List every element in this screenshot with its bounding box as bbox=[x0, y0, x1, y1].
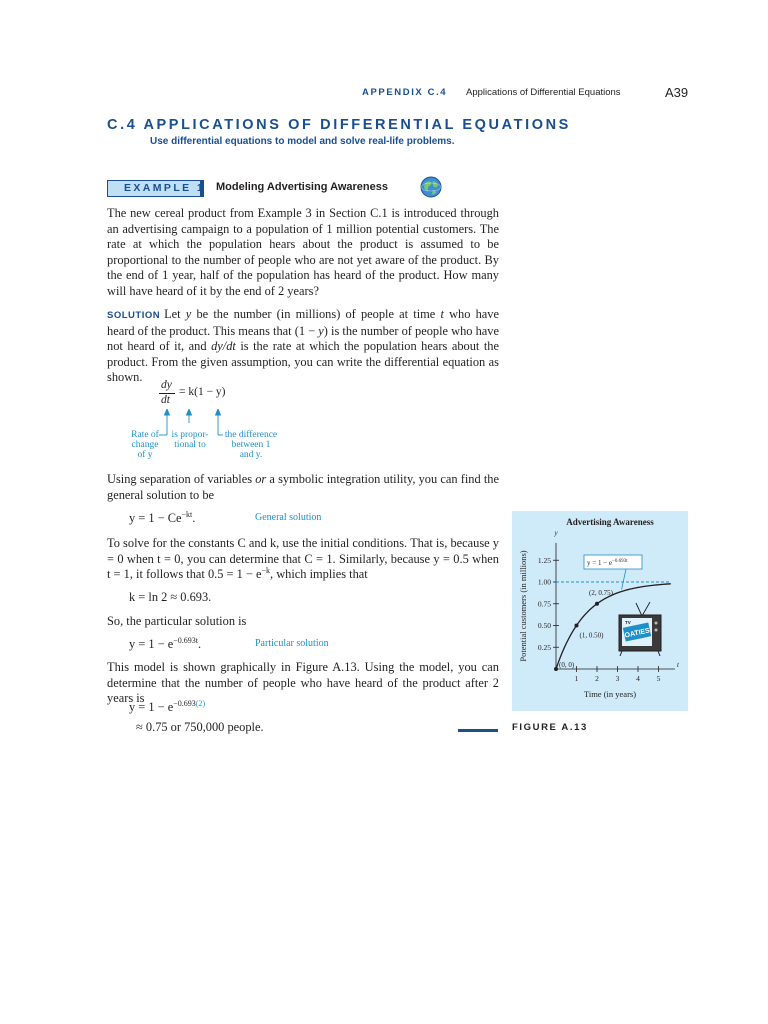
annotation-proportional: is propor- tional to bbox=[171, 430, 209, 450]
chart-title: Advertising Awareness bbox=[566, 517, 654, 527]
de-denominator: dt bbox=[161, 394, 170, 406]
tv-leg bbox=[620, 651, 622, 656]
figure-panel bbox=[512, 511, 688, 711]
example-title: Modeling Advertising Awareness bbox=[216, 181, 388, 193]
model-equation-1: $y = 1 - e^{-0.693(2)}$ bbox=[129, 699, 206, 714]
k-equation: k = ln 2 ≈ 0.693. bbox=[129, 590, 212, 604]
x-tick-label: 5 bbox=[656, 674, 661, 683]
problem-text: The new cereal product from Example 3 in Section C.1 is introduced through an advertising campaign to a population of 1 million potential customers. The rate at which the population hears about the product is assumed to be proportional to the number of people who are not yet aware of the product. By the end of 1 year, half of the population has heard of the product. How many will have heard of it by the end of 2 years? bbox=[107, 206, 499, 298]
particular-solution-equation: $y = 1 - e^{-0.693t}$. bbox=[129, 636, 202, 651]
point-label: (0, 0) bbox=[559, 661, 575, 669]
x-tick-label: 3 bbox=[615, 674, 620, 683]
running-title: Applications of Differential Equations bbox=[466, 87, 621, 98]
tv-brand: OATIES bbox=[624, 627, 651, 640]
tv-badge: TV bbox=[625, 620, 631, 625]
page-number: A39 bbox=[665, 85, 689, 100]
y-tick-label: 1.00 bbox=[537, 577, 551, 587]
running-head: APPENDIX C.4 bbox=[362, 87, 448, 98]
solution-paragraph: SOLUTION Let y be the number (in millions) of people at time t who have heard of the product. This means that (1 − y) is the number of people who have not heard of it, and dy/dt is the rate at which the population hears about the product. From the given assumption, you can write the differential equation as shown. bbox=[107, 307, 500, 385]
y-tick-label: 1.25 bbox=[537, 555, 551, 565]
y-tick-label: 0.25 bbox=[537, 642, 551, 652]
model-equation-2: ≈ 0.75 or 750,000 people. bbox=[136, 720, 264, 734]
solution-label: SOLUTION bbox=[107, 310, 161, 321]
separation-text: Using separation of variables or a symbolic integration utility, you can find the general solution to be bbox=[107, 472, 499, 502]
x-tick-label: 2 bbox=[595, 674, 599, 683]
tv-leg bbox=[658, 651, 660, 656]
point-label: (2, 0.75) bbox=[589, 588, 613, 597]
point-label: (1, 0.50) bbox=[579, 631, 604, 640]
section-title: C.4 APPLICATIONS OF DIFFERENTIAL EQUATIONS bbox=[107, 117, 571, 133]
annotation-difference: the difference between 1 and y. bbox=[224, 430, 278, 460]
y-axis-label: Potential customers (in millions) bbox=[518, 550, 528, 662]
advertising-awareness-chart bbox=[512, 511, 688, 711]
data-point bbox=[554, 667, 558, 671]
equation-pointer bbox=[622, 569, 626, 589]
y-axis-name: y bbox=[554, 529, 558, 537]
tv-antenna bbox=[636, 603, 642, 616]
tv-knob bbox=[655, 622, 658, 625]
particular-intro: So, the particular solution is bbox=[107, 614, 247, 628]
x-tick-label: 1 bbox=[574, 674, 579, 683]
general-solution-note: General solution bbox=[255, 512, 322, 523]
y-tick-label: 0.75 bbox=[537, 599, 551, 609]
annotation-rate: Rate of change of y bbox=[131, 430, 159, 460]
section-subtitle: Use differential equations to model and solve real-life problems. bbox=[150, 136, 455, 147]
figure-caption: FIGURE A.13 bbox=[512, 722, 588, 733]
y-tick-label: 0.50 bbox=[537, 621, 551, 630]
particular-solution-note: Particular solution bbox=[255, 638, 329, 649]
data-point bbox=[575, 624, 579, 628]
figure-rule bbox=[458, 729, 498, 732]
x-axis-name: t bbox=[676, 661, 679, 669]
data-point bbox=[595, 602, 599, 606]
constants-text: To solve for the constants C and k, use the initial conditions. That is, because y = 0 when t = 0, you can determine that C = 1. Similarly, because y = 0.5 when t = 1, it follows that $0.5 = 1 - e^{-k}$, which implies that bbox=[107, 536, 499, 582]
tv-antenna bbox=[642, 602, 650, 616]
globe-icon bbox=[420, 176, 442, 198]
tv-knob bbox=[655, 629, 658, 632]
equation-label: $y = 1 - e^{-0.693t}$ bbox=[587, 559, 628, 567]
x-tick-label: 4 bbox=[636, 674, 640, 683]
de-rhs: = k(1 − y) bbox=[179, 386, 226, 398]
x-axis-label: Time (in years) bbox=[583, 689, 637, 699]
general-solution-equation: $y = 1 - Ce^{-kt}$. bbox=[129, 510, 196, 525]
differential-equation bbox=[131, 379, 295, 463]
model-text: This model is shown graphically in Figure A.13. Using the model, you can determine that the number of people who have heard of the product after 2 years is bbox=[107, 660, 499, 706]
example-label: EXAMPLE 1 bbox=[124, 182, 206, 194]
de-numerator: dy bbox=[161, 379, 172, 391]
